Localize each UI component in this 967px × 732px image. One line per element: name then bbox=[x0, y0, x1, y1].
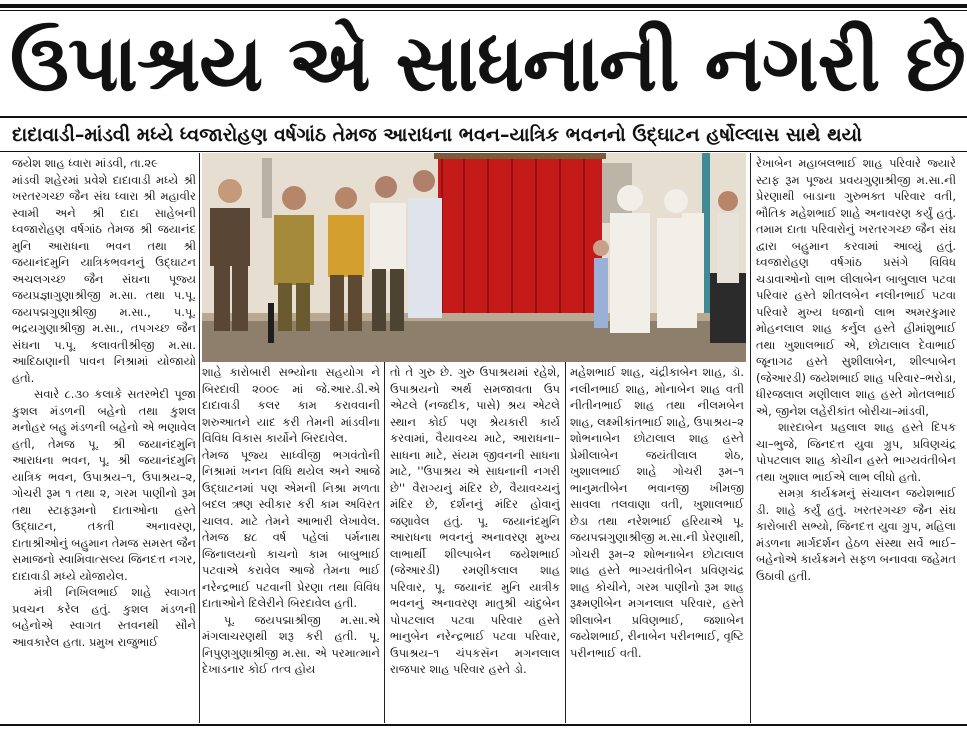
paragraph: રેખાબેન મહાબલભાઈ શાહ પરિવારે જ્યારે સ્ટાફ રૂમ પૂજ્ય પ્રવયગુણાશ્રીજી મ.સા.ની પ્રેરણાથી બાડાના ગુરુભક્ત પરિવાર વતી, ભૌતિક મહેશભાઈ શાહે અનાવરણ કર્યું હતું. તમામ દાતા પરિવારોનું ખરતરગચ્છ જૈન સંઘ દ્વારા બહુમાન કરવામાં આવ્યું હતું. ધ્વજારોહણ વર્ષગાંઠ પ્રસંગે વિવિધ ચડાવાઓનો લાભ લીલાબેન બાબુલાલ પટવા પરિવાર હસ્તે શીતલબેન નલીનભાઈ પટવા પરિવારે મુખ્ય ધજાનો લાભ અમરકુમાર મોહનલાલ શાહ કર્નુલ હસ્તે હીમાંશુભાઈ તથા ખુશાલભાઈ એ, છોટાલાલ દેવાભાઈ જૂનાગઢ હસ્તે સુશીલાબેન, શીલ્પાબેન (જેઆરડી) જયેશભાઈ શાહ પરિવાર–ભરોડા, ધીરજલાલ મણીલાલ શાહ હસ્તે મોતલભાઈ એ, જીનેશ લહેરીકાંત બોરીચા–માંડવી, bbox=[756, 156, 956, 418]
column-divider bbox=[384, 362, 385, 723]
subheadline: દાદાવાડી–માંડવી મધ્યે ધ્વજારોહણ વર્ષગાંઠ તેમજ આરાધના ભવન–યાત્રિક ભવનનો ઉદ્ઘાટન હર્ષોલ્લાસ સાથે થયો bbox=[12, 124, 862, 146]
bottom-rule bbox=[0, 724, 967, 726]
subheadline-rule bbox=[0, 151, 967, 152]
article-column-1 bbox=[12, 155, 196, 721]
column-divider bbox=[199, 153, 200, 723]
headline-rule bbox=[0, 116, 967, 118]
masthead-rule bbox=[0, 4, 967, 8]
event-photo bbox=[202, 153, 746, 362]
masthead-rule-thin bbox=[0, 10, 967, 11]
paragraph: સવારે ૮.૩૦ કલાકે સતરભેદી પૂજા કુશલ મંડળની બહેનો તથા કુશલ મનોહર બહુ મંડળની બહેનો એ ભણાવેલ હતી, તેમજ પૂ. શ્રી જયાનંદમુનિ આરાધના ભવન, પૂ. શ્રી જયાનંદમુનિ યાત્રિક ભવન, ઉપાશ્રય–૧, ઉપાશ્રય–૨, ગોચરી રૂમ ૧ તથા ૨, ગરમ પાણીનો રૂમ તથા સ્ટાફરૂમનો દાતાઓના હસ્તે ઉદ્ઘાટન, તકતી અનાવરણ, દાતાશ્રીઓનું બહુમાન તેમજ સમસ્ત જૈન સમાજનો સ્વામિવાત્સલ્ય જિનદત્ત નગર, દાદાવાડી મધ્યે યોજાયેલ. bbox=[12, 387, 196, 583]
paragraph: માંડવી શહેરમાં પ્રવેશે દાદાવાડી મધ્યે શ્રી ખરતરગચ્છ જૈન સંઘ ધ્વારા શ્રી મહાવીર સ્વામી અને શ્રી દાદા સાહેબની ધ્વજારોહણ વર્ષગાંઠ તેમજ શ્રી જયાનંદ મુનિ આરાધના ભવન તથા શ્રી જયાનંદમુનિ યાત્રિકભવનનું ઉદ્ઘાટન અચલગચ્છ જૈન સંઘના પૂજ્ય જયપ્રજ્ઞાગુણાશ્રીજી મ.સા. તથા પ.પૂ. જયપદ્મગુણાશ્રીજી મ.સા., પ.પૂ. ભદ્રયગુણાશ્રીજી મ.સા., તપગચ્છ જૈન સંઘના પ.પૂ. કલાવતીશ્રીજી મ.સા. આદિઠાણાની પાવન નિશ્રામાં યોજાયો હતો. bbox=[12, 172, 196, 385]
column-divider bbox=[750, 153, 751, 723]
headline: ઉપાશ્રય એ સાધનાની નગરી છે bbox=[10, 19, 965, 109]
paragraph: શાહે કારોબારી સભ્યોના સહયોગ ને બિરદાવી ૨૦૦૯ માં જે.આર.ડી.એ દાદાવાડી કલર કામ કરાવવાની શરુઆતને યાદ કરી તેમની માંડવીના વિવિધ વિકાસ કાર્યોને બિરદાવેલ. bbox=[202, 365, 380, 445]
paragraph: સમગ્ર કાર્યક્રમનું સંચાલન જયેશભાઈ ડી. શાહે કર્યું હતું. ખરતરગચ્છ જૈન સંઘ કારોબારી સભ્યો, જિનદત્ત યુવા ગ્રુપ, મહિલા મંડળના માર્ગદર્શન હેઠળ સંસ્થા સર્વે ભાઈ–બહેનોએ કાર્યક્રમને સફળ બનાવવા જહેમત ઉઠાવી હતી. bbox=[756, 486, 956, 583]
paragraph: મંત્રી નિખિલભાઈ શાહે સ્વાગત પ્રવચન કરેલ હતું. કુશલ મંડળની બહેનોએ સ્વાગત સ્તવનથી સૌને આવકારેલ હતા. પ્રમુખ રાજુભાઈ bbox=[12, 585, 196, 649]
paragraph: તેમજ પૂજ્ય સાધ્વીજી ભગવંતોની નિશ્રામાં ખનન વિધિ થયેલ અને આજે ઉદ્ઘાટનમાં પણ એમની નિશ્રા મળતા બદલ ઋણ સ્વીકાર કરી કામ અવિરત ચાલવ. માટે તેમને આભારી લેખાવેલ. તેમજ ૪૮ વર્ષ પહેલાં પર્મનાથ જિનાલયનો કાચનો કામ બાબુભાઈ પટવાએ કરાવેલ આજે તેમના ભાઈ નરેન્દ્રભાઈ પટવાની પ્રેરણા તથા વિવિધ દાતાઓને દિલેરીને બિરદાવેલ હતી. bbox=[202, 447, 380, 610]
ceremony-photo bbox=[202, 153, 746, 362]
paragraph: તો તે ગુરુ છે. ગુરુ ઉપાશ્રયમાં રહેશે, ઉપાશ્રયનો અર્થ સમજાવતા ઉપ એટલે (નજદીક, પાસે) શ્રય એટલે સ્થાન કોઈ પણ શ્રેયકારી કાર્ય કરવામાં, વૈયાવચ્ચ માટે, આરાધના–સાધના માટે, સંયમ જીવનની સાધના માટે, ''ઉપાશ્રય એ સાધનાની નગરી છે'' વૈરાગ્યનું મંદિર છે, વૈયાવચ્ચનું મંદિર છે, દર્શનનું મંદિર હોવાનું જણાવેલ હતું. પૂ. જયાનંદમુનિ આરાધના ભવનનું અનાવરણ મુખ્ય લાભાર્થી શીલ્પાબેન જયેશભાઈ (જેઆરડી) રમણીકલાલ શાહ પરિવાર, પૂ. જયાનંદ મુનિ યાત્રીક ભવનનું અનાવરણ માતુશ્રી ચાંદુબેન પોપટલાલ પટવા પરિવાર હસ્તે ભાનુબેન નરેન્દ્રભાઈ પટવા પરિવાર, ઉપાશ્રય–૧ ચંપકસૅન મગનલાલ રાજપાર શાહ પરિવાર હસ્તે ડો. bbox=[390, 365, 560, 676]
dateline: જયેશ શાહ ધ્વારા માંડવી, તા.૨૯ bbox=[12, 156, 158, 170]
article-column-5 bbox=[756, 155, 956, 721]
article-column-3 bbox=[390, 364, 560, 721]
column-divider bbox=[565, 362, 566, 723]
paragraph: શારદાબેન પ્રહલાલ શાહ હસ્તે દિપક ચા–ભુજે, જિનદત્ત યુવા ગ્રુપ, પ્રવિણચંદ્ર પોપટલાલ શાહ કોચીન હસ્તે ભાગ્યવંતીબેન તથા ખુશાલ ભાઈએ લાભ લીધો હતો. bbox=[756, 420, 956, 484]
paragraph: પૂ. જયપદ્માશ્રીજી મ.સા.એ મંગલાચરણથી શરૂ કરી હતી. પૂ. નિપુણગુણાશ્રીજી મ.સા. એ પરમાત્માને દેખાડનાર કોઈ તત્વ હોય bbox=[202, 612, 380, 676]
paragraph: મહેશભાઈ શાહ, ચંદ્રીકાબેન શાહ, ડૉ. નલીનભાઈ શાહ, મોનાબેન શાહ વતી નીતીનભાઈ શાહ તથા નીલમબેન શાહ, લક્ષ્મીકાંતભાઈ શાહે, ઉપાશ્રય–૨ શોભનાબેન છોટાલાલ શાહ હસ્તે પ્રેમીલાબેન જયંતીલાલ શેઠ, ખુશાલભાઈ શાહે ગોચરી રૂમ–૧ ભાનુમતીબેન ભવાનજી ખીમજી સાવલા તલવાણા વતી, ખુશાલભાઈ છેડા તથા નરેશભાઈ હરિયાએ પૂ. જયપદ્મગુણાશ્રીજી મ.સા.ની પ્રેરણાથી, ગોચરી રૂમ–૨ શોભનાબેન છોટાલાલ શાહ હસ્તે ભાગ્યવંતીબેન પ્રવિણચંદ્ર શાહ કોચીને, ગરમ પાણીનો રૂમ શાહ રૂક્ષ્મણીબેન મગનલાલ પરિવાર, હસ્તે શીલાબેન પ્રવિણભાઈ, જશાબેન જયેશભાઈ, રીનાબેન પરીનભાઈ, વૃષ્ટિ પરીનભાઈ વતી. bbox=[570, 365, 744, 660]
article-column-2 bbox=[202, 364, 380, 721]
article-column-4 bbox=[570, 364, 744, 721]
